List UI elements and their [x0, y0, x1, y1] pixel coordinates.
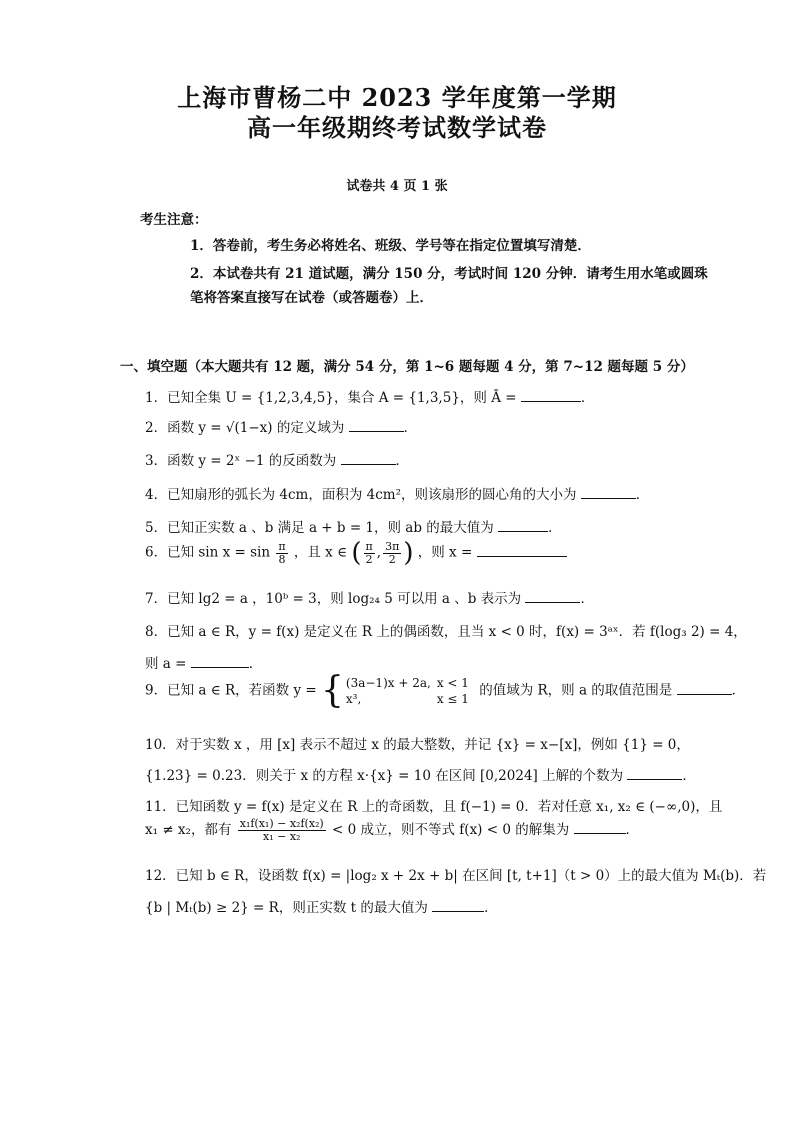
question-5: 5．已知正实数 a 、b 满足 a + b = 1，则 ab 的最大值为 ．	[145, 520, 562, 536]
section-fill-in-heading: 一、填空题（本大题共有 12 题，满分 54 分，第 1~6 题每题 4 分，第 7~12 题每题 5 分）	[120, 359, 694, 375]
answer-blank-6[interactable]	[477, 544, 567, 557]
question-9-piecewise: (3a−1)x + 2a, x < 1 x³, x ≤ 1	[345, 676, 469, 706]
answer-blank-12[interactable]	[432, 899, 484, 912]
question-4-text: 4．已知扇形的弧长为 4cm，面积为 4cm²，则该扇形的圆心角的大小为	[145, 487, 577, 503]
question-10-line-2: {1.23} = 0.23．则关于 x 的方程 x·{x} = 10 在区间 [0,2024] 上解的个数为 ．	[145, 768, 696, 784]
question-8	[145, 620, 747, 640]
question-1-text: 1．已知全集 U = {1,2,3,4,5}，集合 A = {1,3,5}，则 Ā =	[145, 390, 517, 406]
question-11-fraction: $\frac{\text{x₁f(x₁) − x₂f(x₂)}}{\text{x₁ − x₂}}$	[239, 817, 324, 843]
answer-blank-7[interactable]	[525, 590, 580, 603]
answer-blank-2[interactable]	[349, 419, 404, 432]
question-11-text-c: < 0 成立，则不等式 f(x) < 0 的解集为	[332, 822, 570, 838]
question-6-interval-right: $\frac{3\pi}{2}$	[385, 539, 400, 566]
question-2: 2．函数 y = √(1−x) 的定义域为 ．	[145, 420, 418, 436]
question-12	[145, 864, 766, 884]
question-9-text-a: 9．已知 a ∈ R，若函数 y =	[145, 682, 317, 699]
question-12-text-b: {b | Mₜ(b) ≥ 2} = R，则正实数 t 的最大值为	[145, 900, 428, 916]
exam-subtitle: 试卷共 4 页 1 张	[346, 179, 448, 194]
question-3: 3．函数 y = 2ˣ −1 的反函数为 ．	[145, 453, 409, 469]
question-9-text-b: 的值域为 R，则 a 的取值范围是	[479, 682, 673, 699]
question-11-line-2: x₁ ≠ x₂，都有 $\frac{\text{x₁f(x₁) − x₂f(x₂)}}{\text{x₁ − x₂}}$ < 0 成立，则不等式 f(x) < 0 的解集为 ．	[145, 817, 640, 843]
question-12-text-a: 12．已知 b ∈ R，设函数 f(x) = |log₂ x + 2x + b| 在区间 [t, t+1]（t > 0）上的最大值为 Mₜ(b)．若	[145, 868, 767, 884]
answer-blank-3[interactable]	[341, 452, 396, 465]
question-6: 6．已知 sin x = sin $\frac{\pi}{8}$ ，且 x ∈ ( $\frac{\pi}{2}$ , $\frac{3\pi}{2}$ ) ，则 x =	[145, 538, 567, 568]
question-3-text: 3．函数 y = 2ˣ −1 的反函数为	[145, 453, 337, 469]
answer-blank-5[interactable]	[498, 519, 548, 532]
question-11-text-b: x₁ ≠ x₂，都有	[145, 822, 232, 838]
question-6-interval-left: $\frac{\pi}{2}$	[365, 539, 373, 566]
question-8-line-2: 则 a = ．	[145, 656, 263, 672]
question-10-text-b: {1.23} = 0.23．则关于 x 的方程 x·{x} = 10 在区间 [0,2024] 上解的个数为	[145, 768, 624, 784]
exam-title-line2: 高一年级期终考试数学试卷	[247, 113, 547, 142]
question-10-text-a: 10．对于实数 x ，用 [x] 表示不超过 x 的最大整数，并记 {x} = x−[x]，例如 {1} = 0，	[145, 737, 690, 753]
question-12-line-2: {b | Mₜ(b) ≥ 2} = R，则正实数 t 的最大值为 ．	[145, 900, 498, 916]
question-4: 4．已知扇形的弧长为 4cm，面积为 4cm²，则该扇形的圆心角的大小为 ．	[145, 487, 650, 503]
question-6-text-a: 6．已知 sin x = sin	[145, 544, 271, 561]
notice-heading: 考生注意：	[140, 212, 208, 228]
question-1: 1．已知全集 U = {1,2,3,4,5}，集合 A = {1,3,5}，则 Ā = ．	[145, 390, 595, 406]
question-8-text-b: 则 a =	[145, 656, 187, 672]
question-8-text-a: 8．已知 a ∈ R，y = f(x) 是定义在 R 上的偶函数，且当 x < 0 时，f(x) = 3ᵃˣ．若 f(log₃ 2) = 4，	[145, 624, 747, 640]
exam-title-line1: 上海市曹杨二中 2023 学年度第一学期	[177, 83, 617, 112]
question-9: 9．已知 a ∈ R，若函数 y = { (3a−1)x + 2a, x < 1 x³, x ≤ 1 的值域为 R，则 a 的取值范围是 ．	[145, 670, 746, 711]
answer-blank-11[interactable]	[574, 821, 626, 834]
answer-blank-1[interactable]	[521, 389, 581, 402]
question-6-fraction: $\frac{\pi}{8}$	[278, 539, 286, 566]
question-7-text: 7．已知 lg2 = a ，10ᵇ = 3，则 log₂₄ 5 可以用 a 、b 表示为	[145, 591, 522, 607]
notice-item-1: 1．答卷前，考生务必将姓名、班级、学号等在指定位置填写清楚．	[190, 238, 591, 254]
question-11-text-a: 11．已知函数 y = f(x) 是定义在 R 上的奇函数，且 f(−1) = 0．若对任意 x₁, x₂ ∈ (−∞,0)，且	[145, 799, 723, 815]
question-5-text: 5．已知正实数 a 、b 满足 a + b = 1，则 ab 的最大值为	[145, 520, 494, 536]
notice-item-2: 2．本试卷共有 21 道试题，满分 150 分，考试时间 120 分钟．请考生用水笔或圆珠笔将答案直接写在试卷（或答题卷）上．	[190, 266, 708, 306]
question-7: 7．已知 lg2 = a ，10ᵇ = 3，则 log₂₄ 5 可以用 a 、b 表示为 ．	[145, 591, 594, 607]
answer-blank-8[interactable]	[191, 655, 249, 668]
question-10	[145, 733, 690, 753]
question-6-text-c: ，则 x =	[417, 544, 473, 561]
answer-blank-10[interactable]	[627, 767, 682, 780]
answer-blank-9[interactable]	[677, 682, 732, 695]
answer-blank-4[interactable]	[581, 486, 636, 499]
question-6-text-b: ，且 x ∈	[293, 544, 348, 561]
question-2-text: 2．函数 y = √(1−x) 的定义域为	[145, 420, 345, 436]
question-11	[145, 795, 722, 815]
